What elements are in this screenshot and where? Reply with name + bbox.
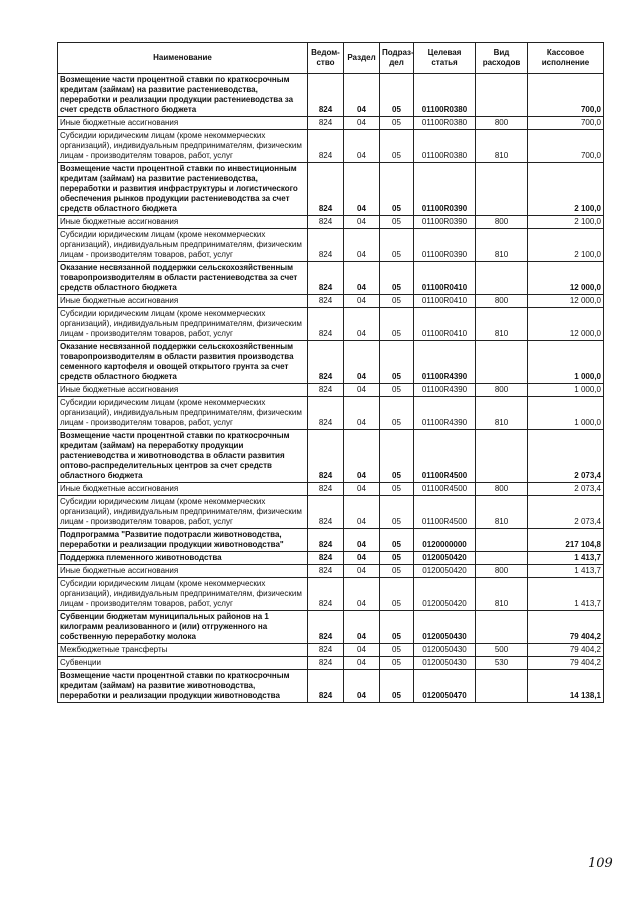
cell-ved: 824 bbox=[308, 611, 344, 644]
cell-razdel: 04 bbox=[344, 341, 380, 384]
cell-statya: 0120050420 bbox=[414, 578, 476, 611]
cell-ved: 824 bbox=[308, 657, 344, 670]
cell-podrazdel: 05 bbox=[380, 384, 414, 397]
cell-ved: 824 bbox=[308, 529, 344, 552]
cell-statya: 01100R0410 bbox=[414, 295, 476, 308]
cell-vid: 810 bbox=[476, 308, 528, 341]
table-row bbox=[58, 117, 604, 130]
cell-vid: 810 bbox=[476, 496, 528, 529]
cell-razdel: 04 bbox=[344, 397, 380, 430]
cell-name: Субсидии юридическим лицам (кроме некоммерческих организаций), индивидуальным предпринимателям, физическим лицам - производителям товаров, работ, услуг bbox=[58, 229, 308, 262]
cell-amount: 12 000,0 bbox=[528, 308, 604, 341]
cell-podrazdel: 05 bbox=[380, 496, 414, 529]
cell-amount: 1 413,7 bbox=[528, 552, 604, 565]
table-row bbox=[58, 262, 604, 295]
cell-ved: 824 bbox=[308, 341, 344, 384]
cell-statya: 0120050470 bbox=[414, 670, 476, 703]
cell-statya: 0120050420 bbox=[414, 565, 476, 578]
cell-ved: 824 bbox=[308, 216, 344, 229]
cell-name: Возмещение части процентной ставки по инвестиционным кредитам (займам) на развитие растениеводства, переработки и развития инфраструктуры и логистического обеспечения рынков продукции растениеводства за счет средств областного бюджета bbox=[58, 163, 308, 216]
table-row bbox=[58, 644, 604, 657]
cell-vid bbox=[476, 552, 528, 565]
table-row bbox=[58, 657, 604, 670]
cell-amount: 14 138,1 bbox=[528, 670, 604, 703]
cell-ved: 824 bbox=[308, 295, 344, 308]
cell-razdel: 04 bbox=[344, 483, 380, 496]
cell-name: Иные бюджетные ассигнования bbox=[58, 384, 308, 397]
cell-vid bbox=[476, 611, 528, 644]
cell-ved: 824 bbox=[308, 496, 344, 529]
cell-vid: 800 bbox=[476, 117, 528, 130]
table-row bbox=[58, 552, 604, 565]
table-row bbox=[58, 483, 604, 496]
cell-name: Иные бюджетные ассигнования bbox=[58, 483, 308, 496]
cell-vid bbox=[476, 262, 528, 295]
cell-razdel: 04 bbox=[344, 216, 380, 229]
cell-name: Возмещение части процентной ставки по краткосрочным кредитам (займам) на развитие животноводства, переработки и реализации продукции животноводства bbox=[58, 670, 308, 703]
cell-ved: 824 bbox=[308, 229, 344, 262]
cell-statya: 01100R0410 bbox=[414, 262, 476, 295]
table-row bbox=[58, 397, 604, 430]
table-row bbox=[58, 430, 604, 483]
cell-amount: 2 100,0 bbox=[528, 229, 604, 262]
cell-statya: 01100R4390 bbox=[414, 384, 476, 397]
cell-ved: 824 bbox=[308, 578, 344, 611]
cell-amount: 12 000,0 bbox=[528, 295, 604, 308]
cell-vid: 810 bbox=[476, 130, 528, 163]
header-razdel: Раздел bbox=[344, 43, 380, 74]
cell-vid: 810 bbox=[476, 397, 528, 430]
cell-ved: 824 bbox=[308, 483, 344, 496]
cell-vid bbox=[476, 74, 528, 117]
table-row bbox=[58, 578, 604, 611]
page-number: 109 bbox=[588, 856, 613, 871]
header-name: Наименование bbox=[58, 43, 308, 74]
cell-ved: 824 bbox=[308, 163, 344, 216]
cell-statya: 01100R0390 bbox=[414, 163, 476, 216]
cell-statya: 01100R0390 bbox=[414, 229, 476, 262]
cell-name: Субсидии юридическим лицам (кроме некоммерческих организаций), индивидуальным предпринимателям, физическим лицам - производителям товаров, работ, услуг bbox=[58, 130, 308, 163]
cell-podrazdel: 05 bbox=[380, 229, 414, 262]
cell-podrazdel: 05 bbox=[380, 397, 414, 430]
cell-amount: 1 000,0 bbox=[528, 341, 604, 384]
cell-vid: 800 bbox=[476, 295, 528, 308]
cell-amount: 2 073,4 bbox=[528, 430, 604, 483]
cell-name: Поддержка племенного животноводства bbox=[58, 552, 308, 565]
table-row bbox=[58, 611, 604, 644]
cell-ved: 824 bbox=[308, 130, 344, 163]
cell-statya: 01100R0390 bbox=[414, 216, 476, 229]
cell-statya: 01100R0410 bbox=[414, 308, 476, 341]
cell-razdel: 04 bbox=[344, 657, 380, 670]
table-row bbox=[58, 529, 604, 552]
cell-podrazdel: 05 bbox=[380, 130, 414, 163]
cell-razdel: 04 bbox=[344, 262, 380, 295]
cell-amount: 79 404,2 bbox=[528, 611, 604, 644]
cell-statya: 01100R4390 bbox=[414, 397, 476, 430]
table-body bbox=[58, 74, 604, 703]
cell-razdel: 04 bbox=[344, 117, 380, 130]
cell-vid: 800 bbox=[476, 384, 528, 397]
cell-ved: 824 bbox=[308, 397, 344, 430]
table-row bbox=[58, 163, 604, 216]
cell-podrazdel: 05 bbox=[380, 670, 414, 703]
cell-razdel: 04 bbox=[344, 295, 380, 308]
cell-podrazdel: 05 bbox=[380, 644, 414, 657]
cell-name: Субсидии юридическим лицам (кроме некоммерческих организаций), индивидуальным предпринимателям, физическим лицам - производителям товаров, работ, услуг bbox=[58, 578, 308, 611]
cell-name: Субсидии юридическим лицам (кроме некоммерческих организаций), индивидуальным предпринимателям, физическим лицам - производителям товаров, работ, услуг bbox=[58, 308, 308, 341]
cell-statya: 0120050420 bbox=[414, 552, 476, 565]
cell-razdel: 04 bbox=[344, 670, 380, 703]
cell-ved: 824 bbox=[308, 74, 344, 117]
table-row bbox=[58, 670, 604, 703]
cell-ved: 824 bbox=[308, 644, 344, 657]
cell-podrazdel: 05 bbox=[380, 308, 414, 341]
cell-podrazdel: 05 bbox=[380, 552, 414, 565]
cell-vid: 800 bbox=[476, 216, 528, 229]
cell-razdel: 04 bbox=[344, 565, 380, 578]
cell-razdel: 04 bbox=[344, 644, 380, 657]
cell-vid bbox=[476, 529, 528, 552]
table-row bbox=[58, 229, 604, 262]
header-statya: Целевая статья bbox=[414, 43, 476, 74]
cell-razdel: 04 bbox=[344, 578, 380, 611]
cell-name: Иные бюджетные ассигнования bbox=[58, 117, 308, 130]
cell-razdel: 04 bbox=[344, 308, 380, 341]
cell-name: Иные бюджетные ассигнования bbox=[58, 565, 308, 578]
cell-amount: 700,0 bbox=[528, 74, 604, 117]
cell-razdel: 04 bbox=[344, 74, 380, 117]
cell-amount: 12 000,0 bbox=[528, 262, 604, 295]
cell-amount: 2 100,0 bbox=[528, 163, 604, 216]
cell-podrazdel: 05 bbox=[380, 216, 414, 229]
cell-vid bbox=[476, 670, 528, 703]
table-row bbox=[58, 130, 604, 163]
cell-vid: 800 bbox=[476, 483, 528, 496]
cell-amount: 1 413,7 bbox=[528, 565, 604, 578]
table-row bbox=[58, 341, 604, 384]
table-row bbox=[58, 565, 604, 578]
cell-podrazdel: 05 bbox=[380, 295, 414, 308]
header-vedomstvo: Ведом-ство bbox=[308, 43, 344, 74]
cell-razdel: 04 bbox=[344, 552, 380, 565]
cell-name: Иные бюджетные ассигнования bbox=[58, 295, 308, 308]
cell-statya: 01100R4500 bbox=[414, 430, 476, 483]
cell-ved: 824 bbox=[308, 384, 344, 397]
cell-amount: 2 073,4 bbox=[528, 483, 604, 496]
cell-ved: 824 bbox=[308, 552, 344, 565]
cell-razdel: 04 bbox=[344, 163, 380, 216]
cell-name: Субсидии юридическим лицам (кроме некоммерческих организаций), индивидуальным предпринимателям, физическим лицам - производителям товаров, работ, услуг bbox=[58, 496, 308, 529]
cell-vid: 500 bbox=[476, 644, 528, 657]
table-row bbox=[58, 295, 604, 308]
cell-name: Подпрограмма "Развитие подотрасли животноводства, переработки и реализации продукции животноводства" bbox=[58, 529, 308, 552]
cell-vid: 530 bbox=[476, 657, 528, 670]
cell-podrazdel: 05 bbox=[380, 578, 414, 611]
cell-amount: 2 073,4 bbox=[528, 496, 604, 529]
cell-statya: 01100R4500 bbox=[414, 496, 476, 529]
header-amount: Кассовое исполнение bbox=[528, 43, 604, 74]
cell-name: Возмещение части процентной ставки по краткосрочным кредитам (займам) на развитие растениеводства, переработки и реализации продукции растениеводства за счет средств областного бюджета bbox=[58, 74, 308, 117]
cell-razdel: 04 bbox=[344, 529, 380, 552]
cell-statya: 0120050430 bbox=[414, 611, 476, 644]
cell-razdel: 04 bbox=[344, 229, 380, 262]
table-row bbox=[58, 74, 604, 117]
table-row bbox=[58, 496, 604, 529]
table-row bbox=[58, 308, 604, 341]
cell-name: Межбюджетные трансферты bbox=[58, 644, 308, 657]
budget-table bbox=[57, 42, 604, 703]
cell-razdel: 04 bbox=[344, 130, 380, 163]
cell-razdel: 04 bbox=[344, 611, 380, 644]
cell-vid: 810 bbox=[476, 578, 528, 611]
cell-ved: 824 bbox=[308, 308, 344, 341]
cell-name: Иные бюджетные ассигнования bbox=[58, 216, 308, 229]
cell-name: Субсидии юридическим лицам (кроме некоммерческих организаций), индивидуальным предпринимателям, физическим лицам - производителям товаров, работ, услуг bbox=[58, 397, 308, 430]
cell-vid bbox=[476, 430, 528, 483]
cell-statya: 01100R0380 bbox=[414, 74, 476, 117]
header-vid: Вид расходов bbox=[476, 43, 528, 74]
cell-podrazdel: 05 bbox=[380, 341, 414, 384]
cell-podrazdel: 05 bbox=[380, 529, 414, 552]
cell-amount: 79 404,2 bbox=[528, 644, 604, 657]
table-row bbox=[58, 216, 604, 229]
cell-ved: 824 bbox=[308, 262, 344, 295]
cell-statya: 01100R4500 bbox=[414, 483, 476, 496]
cell-ved: 824 bbox=[308, 565, 344, 578]
cell-statya: 0120050430 bbox=[414, 644, 476, 657]
cell-amount: 2 100,0 bbox=[528, 216, 604, 229]
header-podrazdel: Подраз-дел bbox=[380, 43, 414, 74]
cell-vid: 810 bbox=[476, 229, 528, 262]
table-header-row bbox=[58, 43, 604, 74]
cell-statya: 01100R0380 bbox=[414, 130, 476, 163]
cell-podrazdel: 05 bbox=[380, 657, 414, 670]
cell-razdel: 04 bbox=[344, 496, 380, 529]
cell-podrazdel: 05 bbox=[380, 74, 414, 117]
cell-ved: 824 bbox=[308, 117, 344, 130]
cell-razdel: 04 bbox=[344, 384, 380, 397]
cell-amount: 1 413,7 bbox=[528, 578, 604, 611]
cell-razdel: 04 bbox=[344, 430, 380, 483]
cell-name: Субвенции bbox=[58, 657, 308, 670]
cell-vid bbox=[476, 341, 528, 384]
cell-amount: 217 104,8 bbox=[528, 529, 604, 552]
cell-podrazdel: 05 bbox=[380, 483, 414, 496]
cell-amount: 700,0 bbox=[528, 117, 604, 130]
cell-podrazdel: 05 bbox=[380, 117, 414, 130]
cell-vid bbox=[476, 163, 528, 216]
cell-statya: 01100R4390 bbox=[414, 341, 476, 384]
cell-ved: 824 bbox=[308, 670, 344, 703]
table-row bbox=[58, 384, 604, 397]
cell-name: Оказание несвязанной поддержки сельскохозяйственным товаропроизводителям в области растениеводства за счет средств областного бюджета bbox=[58, 262, 308, 295]
cell-amount: 1 000,0 bbox=[528, 384, 604, 397]
cell-ved: 824 bbox=[308, 430, 344, 483]
cell-vid: 800 bbox=[476, 565, 528, 578]
cell-statya: 01100R0380 bbox=[414, 117, 476, 130]
cell-statya: 0120000000 bbox=[414, 529, 476, 552]
cell-amount: 1 000,0 bbox=[528, 397, 604, 430]
cell-name: Субвенции бюджетам муниципальных районов на 1 килограмм реализованного и (или) отгруженного на собственную переработку молока bbox=[58, 611, 308, 644]
cell-name: Оказание несвязанной поддержки сельскохозяйственным товаропроизводителям в области развития производства семенного картофеля и овощей открытого грунта за счет средств областного бюджета bbox=[58, 341, 308, 384]
cell-amount: 79 404,2 bbox=[528, 657, 604, 670]
cell-amount: 700,0 bbox=[528, 130, 604, 163]
cell-podrazdel: 05 bbox=[380, 163, 414, 216]
cell-podrazdel: 05 bbox=[380, 430, 414, 483]
cell-statya: 0120050430 bbox=[414, 657, 476, 670]
cell-name: Возмещение части процентной ставки по краткосрочным кредитам (займам) на переработку продукции растениеводства и животноводства в области развития оптово-распределительных центров за счет средств областного бюджета bbox=[58, 430, 308, 483]
cell-podrazdel: 05 bbox=[380, 611, 414, 644]
cell-podrazdel: 05 bbox=[380, 262, 414, 295]
cell-podrazdel: 05 bbox=[380, 565, 414, 578]
